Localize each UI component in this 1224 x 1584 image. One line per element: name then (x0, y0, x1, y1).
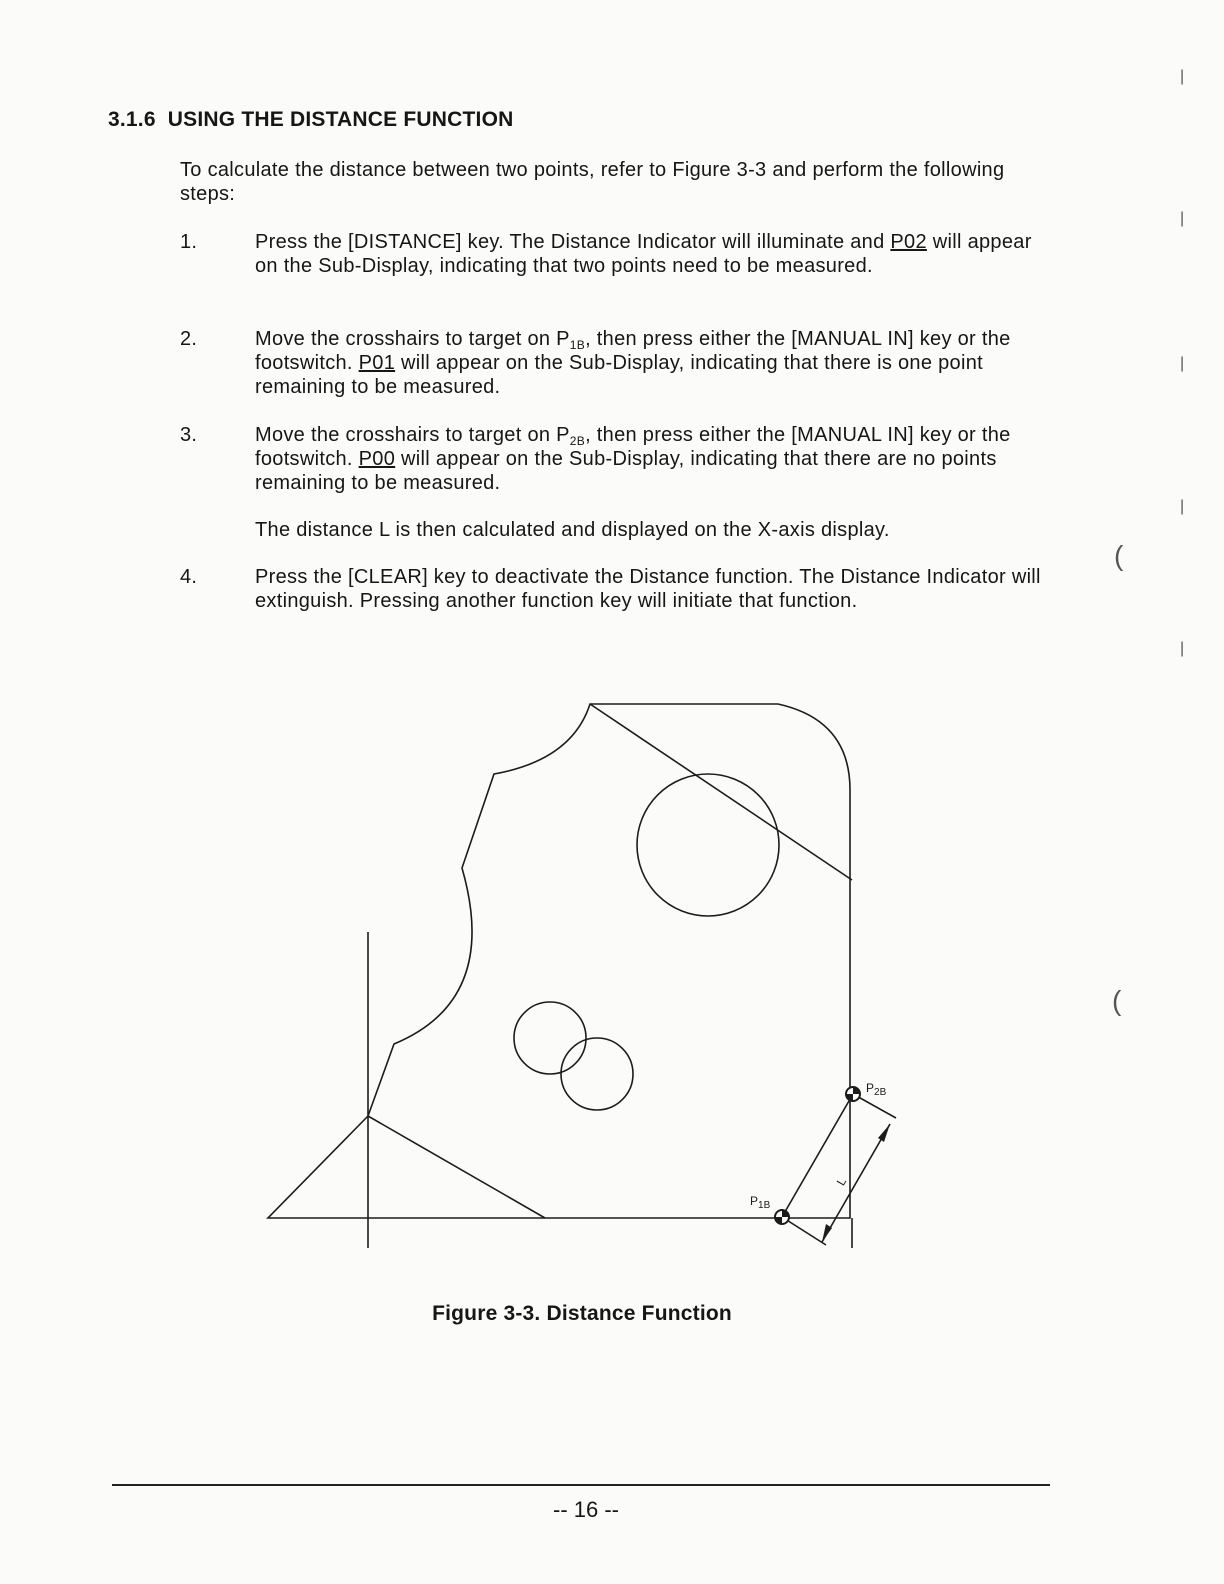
step-text: Press the [DISTANCE] key. The Distance Indicator will illuminate and P02 will appear on the Sub-Display, indicating that two points need to be measured. (255, 231, 1032, 277)
footer-rule (112, 1484, 1050, 1486)
sub-display-code: P00 (358, 448, 396, 470)
step-text: Move the crosshairs to target on $P_{1B}$, then press either the [MANUAL IN] key or the footswitch. P01 will appear on the Sub-Display, indicating that there is one point remaining to be measured. (255, 328, 1011, 398)
dimension-arrow-top (878, 1124, 890, 1142)
figure-caption: Figure 3-3. Distance Function (432, 1302, 732, 1325)
step-text: Press the [CLEAR] key to deactivate the Distance function. The Distance Indicator will extinguish. Pressing another function key will initiate that function. (255, 566, 1041, 612)
target-point-p2b (846, 1087, 860, 1101)
diagonal-edge-bottom (368, 1116, 545, 1218)
small-hole-left (514, 1002, 586, 1074)
section-number: 3.1.6 (108, 108, 156, 131)
step-number: 4. (180, 566, 198, 588)
step-number: 2. (180, 328, 198, 350)
intro-paragraph: To calculate the distance between two points, refer to Figure 3-3 and perform the following steps: (180, 159, 1005, 205)
workpiece-outline (268, 704, 850, 1218)
sub-display-code: P02 (890, 231, 927, 253)
section-title: USING THE DISTANCE FUNCTION (167, 108, 514, 131)
small-hole-right (561, 1038, 633, 1110)
point-connection-line (782, 1094, 853, 1217)
target-point-p1b (775, 1210, 789, 1224)
large-hole (637, 774, 779, 916)
label-p1b: $P_{1B}$ (750, 1194, 771, 1211)
page-number: -- 16 -- (553, 1497, 619, 1522)
label-l: L (833, 1175, 850, 1188)
step-text: Move the crosshairs to target on $P_{2B}$, then press either the [MANUAL IN] key or the footswitch. P00 will appear on the Sub-Display, indicating that there are no points remaining to be measured. (255, 424, 1011, 494)
result-note: The distance L is then calculated and displayed on the X-axis display. (255, 519, 890, 541)
diagonal-edge-top (590, 704, 852, 880)
sub-display-code: P01 (358, 352, 396, 374)
step-number: 3. (180, 424, 198, 446)
label-p2b: $P_{2B}$ (866, 1081, 887, 1098)
step-number: 1. (180, 231, 198, 253)
dimension-line-l (822, 1124, 890, 1242)
